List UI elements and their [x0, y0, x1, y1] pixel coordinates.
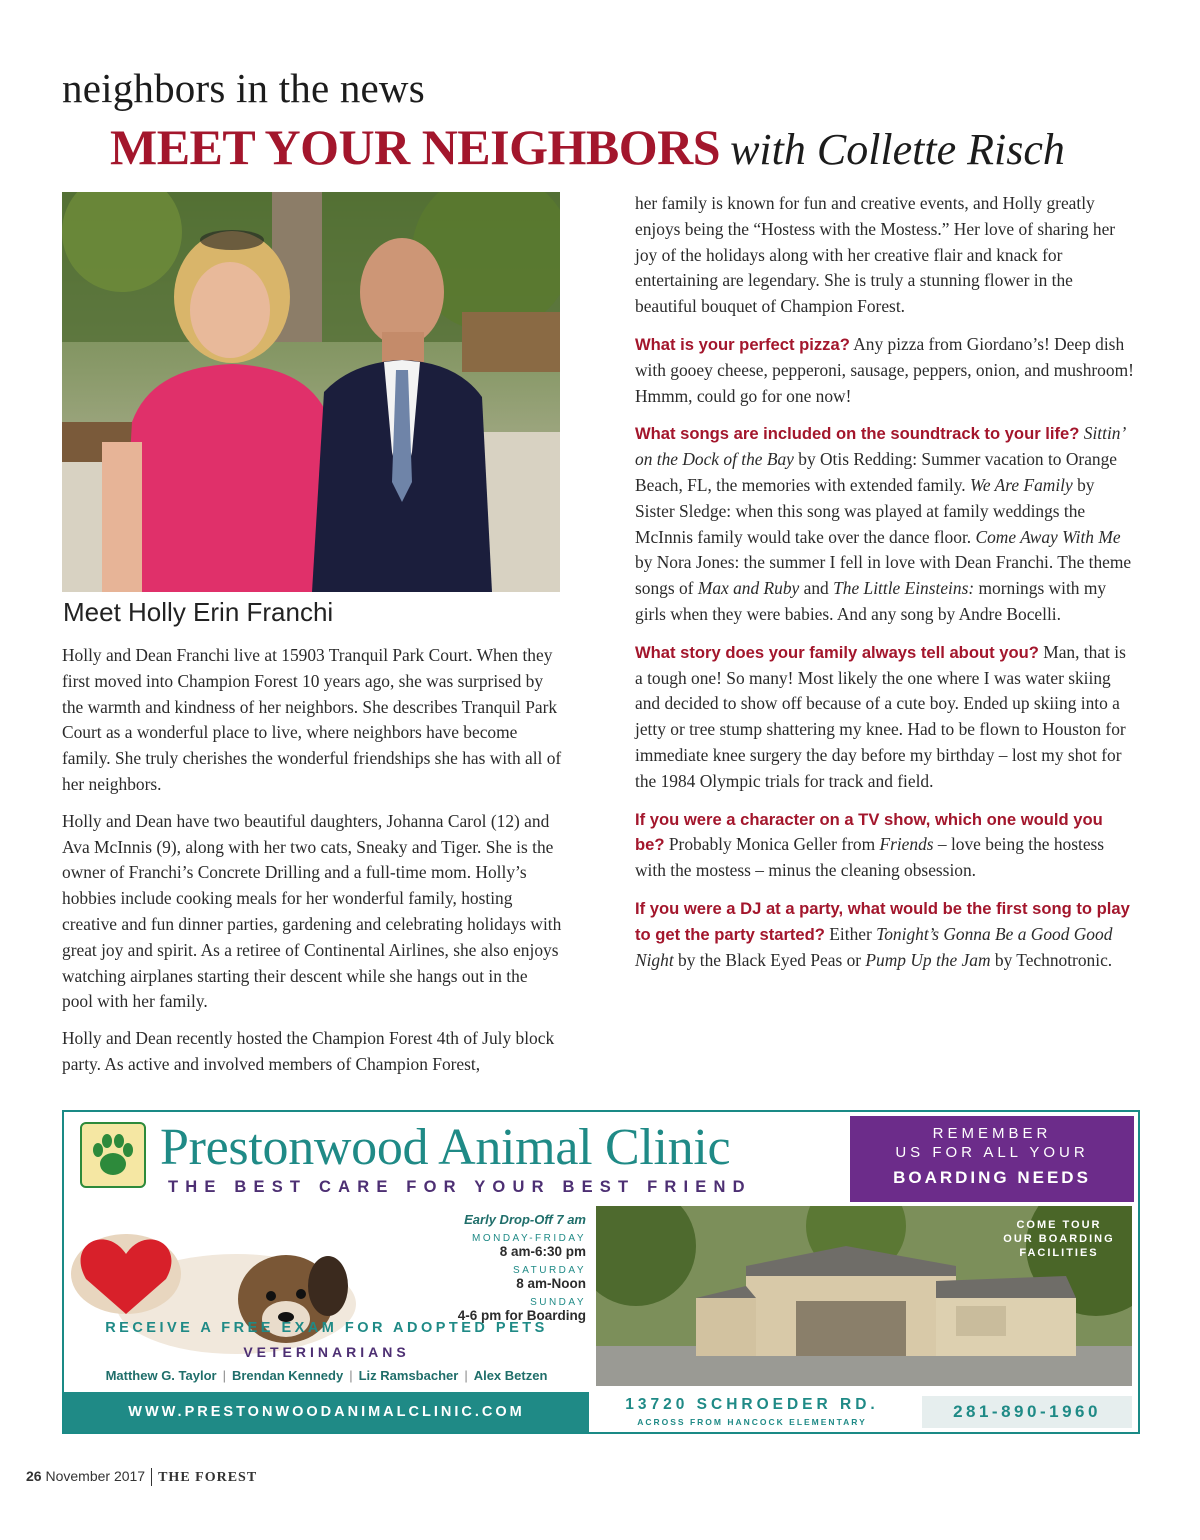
answer: Man, that is a tough one! So many! Most likely the one where I was water skiing and decided to show off because of a cute boy. Ended up skiing into a jetty or tree stump shattering my knee. Had to be flown to Houston for immediate knee surgery the day before my birthday – lost my shot for the 1984 Olympic trials for track and field. — [635, 641, 1126, 791]
boarding-line: US FOR ALL YOUR — [895, 1144, 1089, 1161]
clinic-phone[interactable]: 281-890-1960 — [922, 1396, 1132, 1428]
early-dropoff: Early Drop-Off 7 am — [464, 1212, 586, 1227]
answer: by Sister Sledge: when this song was played at family weddings the McInnis family would take over the dance floor. — [635, 474, 1095, 547]
hours-time: 8 am-6:30 pm — [499, 1244, 586, 1259]
answer: by Technotronic. — [994, 949, 1113, 970]
hours-day: SATURDAY — [513, 1265, 586, 1276]
page-number: 26 — [26, 1468, 42, 1484]
vet-name: Matthew G. Taylor — [105, 1368, 217, 1383]
song-title: Sittin’ on the Dock of the Bay — [635, 423, 1125, 470]
photo-holly-and-dean — [62, 192, 560, 592]
website-link[interactable]: WWW.PRESTONWOODANIMALCLINIC.COM — [64, 1392, 589, 1432]
vet-name: Liz Ramsbacher — [358, 1368, 459, 1383]
qa-pizza — [635, 332, 1135, 409]
qa-tv — [635, 807, 1135, 884]
boarding-banner — [850, 1116, 1134, 1202]
clinic-name: Prestonwood Animal Clinic — [160, 1119, 731, 1176]
answer: by Otis Redding: Summer vacation to Orange Beach, FL, the memories with extended family. — [635, 449, 1118, 495]
magazine-name: THE FOREST — [158, 1470, 258, 1485]
hours-day: SUNDAY — [530, 1297, 586, 1308]
question: What is your perfect pizza? — [635, 334, 850, 354]
address-street: 13720 SCHROEDER RD. — [625, 1396, 879, 1413]
song-title: We Are Family — [970, 474, 1073, 495]
answer: mornings with my girls when they were babies. And any song by Andre Bocelli. — [635, 578, 1107, 624]
paragraph: Holly and Dean have two beautiful daughters, Johanna Carol (12) and Ava McInnis (9), along with her two cats, Sneaky and Tiger. She is the owner of Franchi’s Concrete Drilling and a full-time mom. Holly’s hobbies include cooking meals for her wonderful family, hosting creative and fun dinner parties, gardening and celebrating holidays with great joy and spirit. As a retiree of Continental Airlines, she also enjoys watching airplanes starting their descent while she hangs out in the pool with her family. — [62, 810, 562, 1012]
boarding-line: BOARDING NEEDS — [893, 1168, 1091, 1187]
song-title: Pump Up the Jam — [865, 949, 991, 970]
divider — [151, 1468, 152, 1486]
song-title: Come Away With Me — [975, 526, 1121, 547]
veterinarian-list: Matthew G. Taylor | Brendan Kennedy | Liz Ramsbacher | Alex Betzen — [105, 1368, 548, 1383]
question: If you were a character on a TV show, which one would you be? — [635, 809, 1103, 855]
profile-subhead: Meet Holly Erin Franchi — [63, 597, 334, 627]
answer: by the Black Eyed Peas or — [678, 949, 862, 970]
song-title: Max and Ruby — [697, 578, 800, 599]
vet-name: Brendan Kennedy — [231, 1368, 344, 1383]
right-column — [635, 191, 1135, 985]
song-title: Tonight’s Gonna Be a Good Good Night — [635, 923, 1113, 970]
issue-date: November 2017 — [45, 1468, 146, 1484]
clinic-hours — [404, 1212, 586, 1323]
question: If you were a DJ at a party, what would be the first song to play to get the party started? — [635, 898, 1130, 944]
tour-line: OUR BOARDING — [1003, 1233, 1115, 1245]
answer: by Nora Jones: the summer I fell in love with Dean Franchi. The theme songs of — [635, 552, 1132, 599]
qa-songs — [635, 421, 1135, 627]
page-footer — [26, 1468, 257, 1486]
section-kicker: neighbors in the news — [62, 65, 425, 111]
qa-story — [635, 640, 1135, 795]
tour-line: FACILITIES — [1019, 1247, 1099, 1259]
free-exam-offer: RECEIVE A FREE EXAM FOR ADOPTED PETS — [105, 1320, 548, 1336]
tour-line: COME TOUR — [1016, 1219, 1102, 1231]
boarding-line: REMEMBER — [932, 1125, 1052, 1142]
hours-time: 4-6 pm for Boarding — [457, 1308, 586, 1323]
clinic-advertisement — [62, 1110, 1140, 1434]
question: What story does your family always tell about you? — [635, 642, 1039, 662]
answer: and — [803, 578, 829, 599]
tour-callout — [994, 1218, 1124, 1260]
clinic-tagline: THE BEST CARE FOR YOUR BEST FRIEND — [168, 1178, 752, 1196]
answer: Probably Monica Geller from — [668, 834, 876, 855]
show-title: Friends — [879, 834, 934, 855]
page-title — [110, 118, 1065, 176]
paragraph: her family is known for fun and creative events, and Holly greatly enjoys being the “Hostess with the Mostess.” Her love of sharing her joy of the holidays along with her creative flair and knack for entertaining are legendary. She is truly a stunning flower in the beautiful bouquet of Champion Forest. — [635, 193, 1116, 317]
answer: Either — [829, 923, 872, 944]
headline-main: MEET YOUR NEIGHBORS — [110, 119, 721, 175]
address-note: ACROSS FROM HANCOCK ELEMENTARY — [637, 1417, 867, 1427]
hours-day: MONDAY-FRIDAY — [472, 1233, 586, 1244]
hours-time: 8 am-Noon — [516, 1276, 586, 1291]
qa-dj — [635, 896, 1135, 973]
vet-name: Alex Betzen — [473, 1368, 548, 1383]
answer: Any pizza from Giordano’s! Deep dish with gooey cheese, pepperoni, sausage, peppers, onion, and mushroom! Hmmm, could go for one now! — [635, 333, 1134, 406]
question: What songs are included on the soundtrack to your life? — [635, 424, 1080, 444]
song-title: The Little Einsteins: — [833, 578, 975, 599]
veterinarians-heading: VETERINARIANS — [243, 1344, 410, 1360]
paw-logo-icon — [80, 1122, 146, 1188]
left-column — [62, 643, 562, 1089]
clinic-address — [592, 1388, 912, 1427]
paragraph: Holly and Dean recently hosted the Champion Forest 4th of July block party. As active and involved members of Champion Forest, — [62, 1028, 555, 1074]
byline: with Collette Risch — [730, 125, 1065, 174]
paragraph: Holly and Dean Franchi live at 15903 Tranquil Park Court. When they first moved into Champion Forest 10 years ago, she was surprised by the warmth and kindness of her neighbors. She describes Tranquil Park Court as a wonderful place to live, where neighbors have become family. She truly cherishes the wonderful friendships she has with all of her neighbors. — [62, 645, 562, 794]
answer: – love being the hostess with the mostess – minus the cleaning obsession. — [635, 834, 1105, 881]
